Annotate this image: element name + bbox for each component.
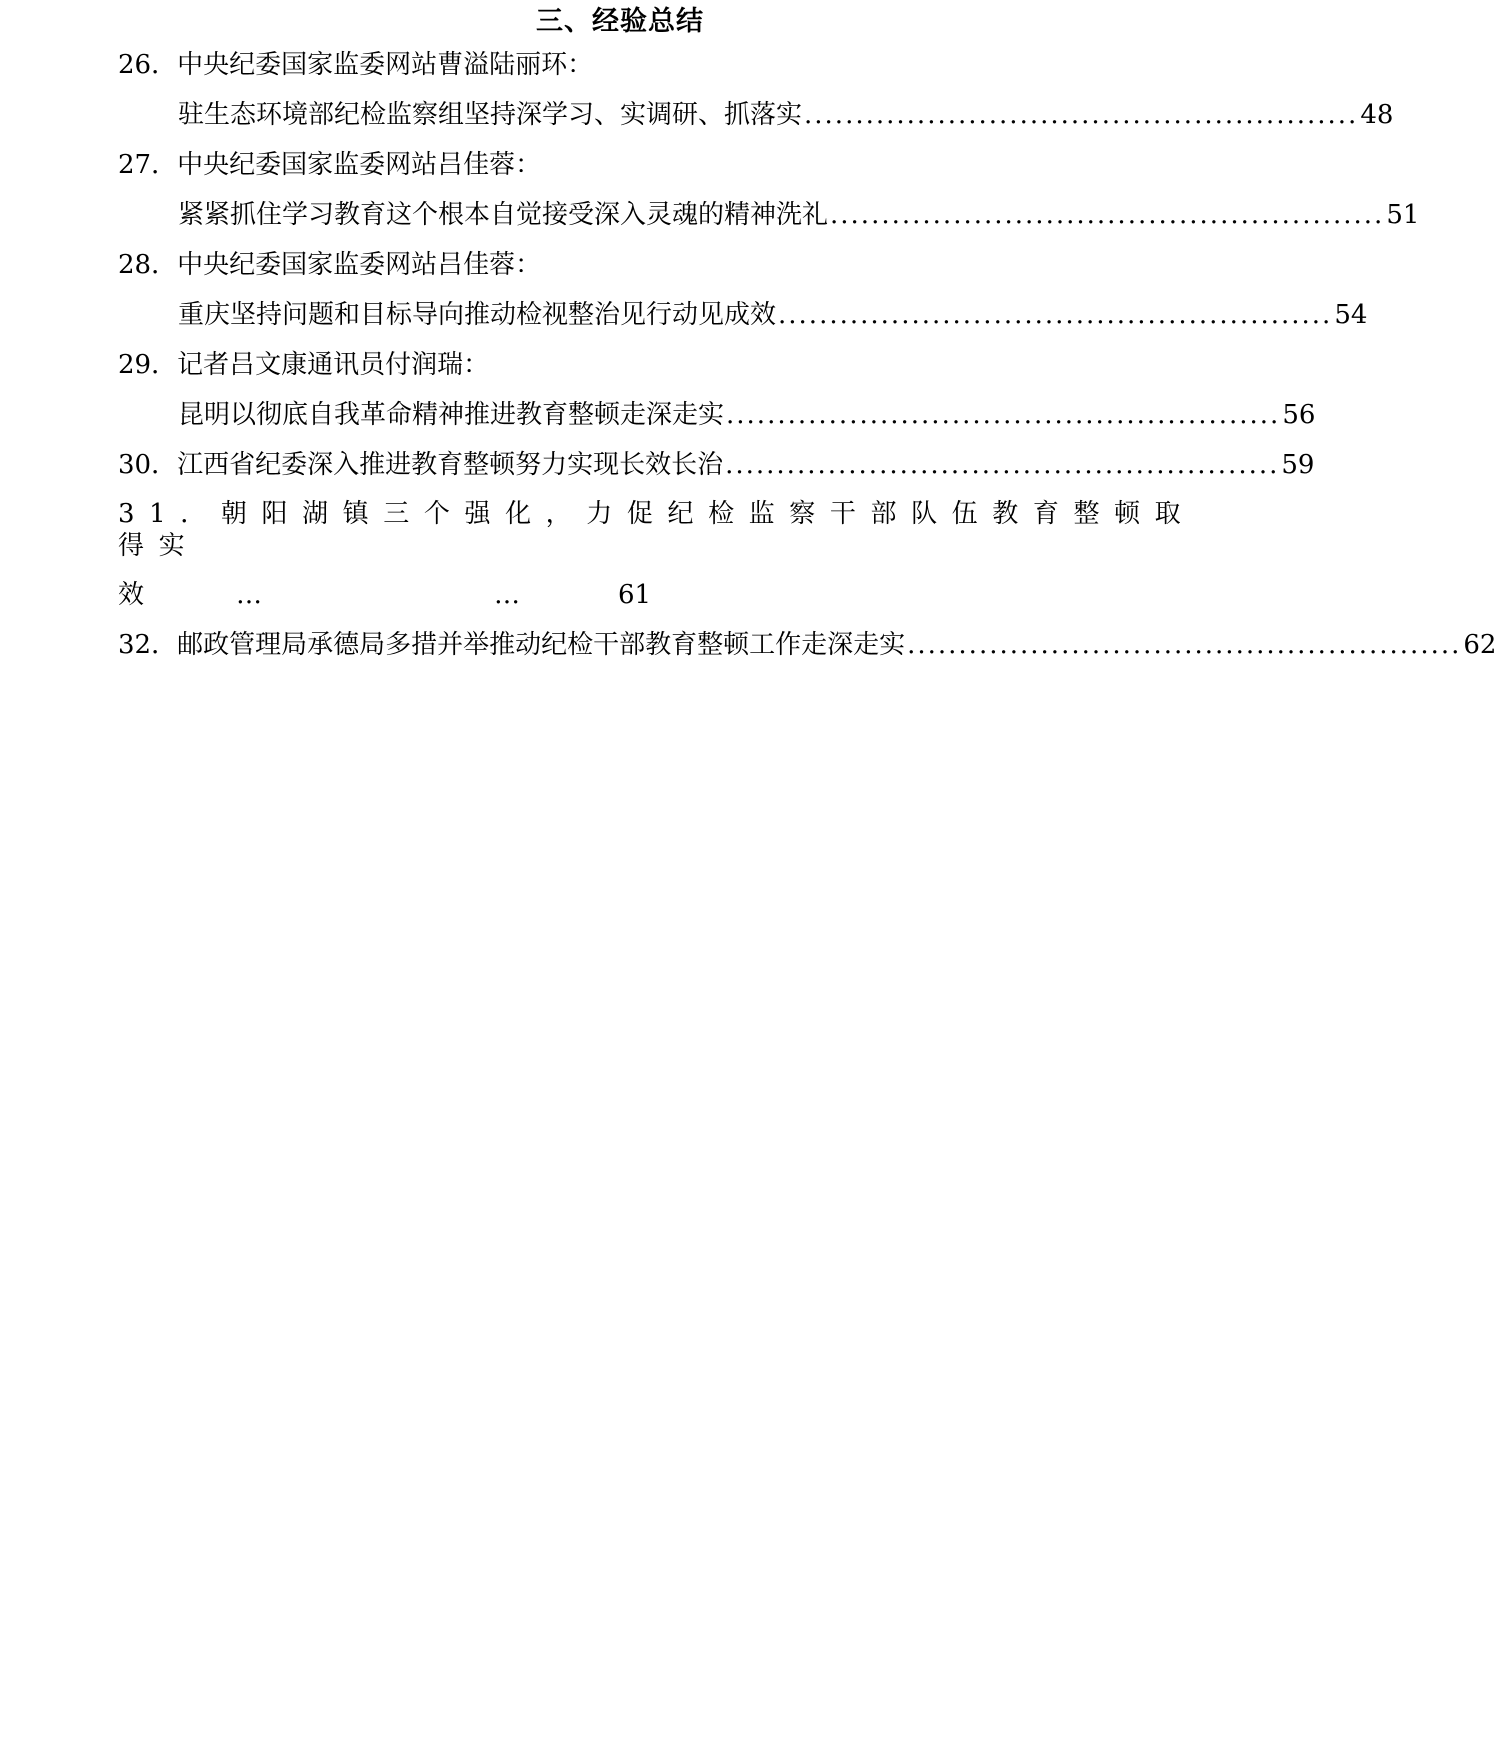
toc-page-number: 48 xyxy=(1360,100,1394,130)
toc-dot-leader: ...................................................... xyxy=(804,100,1359,130)
toc-dot-leader: … xyxy=(236,580,262,610)
toc-entry-label: 32．邮政管理局承德局多措并举推动纪检干部教育整顿工作走深走实 xyxy=(118,630,906,660)
toc-entry-label: 驻生态环境部纪检监察组坚持深学习、实调研、抓落实 xyxy=(178,100,803,130)
toc-entry[interactable] xyxy=(178,198,1420,232)
toc-entry-continuation[interactable] xyxy=(118,578,1128,612)
toc-entry-label: 紧紧抓住学习教育这个根本自觉接受深入灵魂的精神洗礼 xyxy=(178,200,829,230)
toc-page-number: 59 xyxy=(1281,450,1315,480)
toc-entry[interactable] xyxy=(178,298,1368,332)
toc-dot-leader: ...................................................... xyxy=(830,200,1385,230)
toc-entry-label: 28．中央纪委国家监委网站吕佳蓉： xyxy=(118,250,542,280)
toc-entry-label: 31．朝阳湖镇三个强化，力促纪检监察干部队伍教育整顿取得实 xyxy=(118,499,1196,561)
toc-entry-heading xyxy=(118,148,1128,182)
toc-dot-leader: … xyxy=(494,580,520,610)
toc-page-number: 62 xyxy=(1463,630,1496,660)
toc-entry-wrapped[interactable] xyxy=(118,498,1218,562)
toc-dot-leader: ...................................................... xyxy=(726,400,1281,430)
toc-entry-label: 26．中央纪委国家监委网站曹溢陆丽环： xyxy=(118,50,594,80)
toc-page-number: 56 xyxy=(1282,400,1316,430)
section-title: 三、经验总结 xyxy=(536,6,704,37)
toc-entry-label: 30．江西省纪委深入推进教育整顿努力实现长效长治 xyxy=(118,450,724,480)
toc-entry-label: 昆明以彻底自我革命精神推进教育整顿走深走实 xyxy=(178,400,725,430)
toc-entry-label: 效 xyxy=(118,580,145,610)
toc-entry[interactable] xyxy=(178,98,1394,132)
toc-entry-heading xyxy=(118,248,1128,282)
toc-entry-heading xyxy=(118,48,1128,82)
toc-page-number: 51 xyxy=(1386,200,1420,230)
toc-dot-leader: ...................................................... xyxy=(778,300,1333,330)
toc-entry[interactable] xyxy=(118,628,1496,662)
toc-entry-label: 重庆坚持问题和目标导向推动检视整治见行动见成效 xyxy=(178,300,777,330)
toc-entry-label: 27．中央纪委国家监委网站吕佳蓉： xyxy=(118,150,542,180)
toc-dot-leader: ...................................................... xyxy=(725,450,1280,480)
toc-entry[interactable] xyxy=(178,398,1316,432)
toc-entry-heading xyxy=(118,348,1128,382)
toc-page-number: 54 xyxy=(1334,300,1368,330)
toc-entry-label: 29．记者吕文康通讯员付润瑞： xyxy=(118,350,490,380)
toc-page-number: 61 xyxy=(618,580,652,610)
toc-entry[interactable] xyxy=(118,448,1315,482)
toc-dot-leader: ...................................................... xyxy=(907,630,1462,660)
